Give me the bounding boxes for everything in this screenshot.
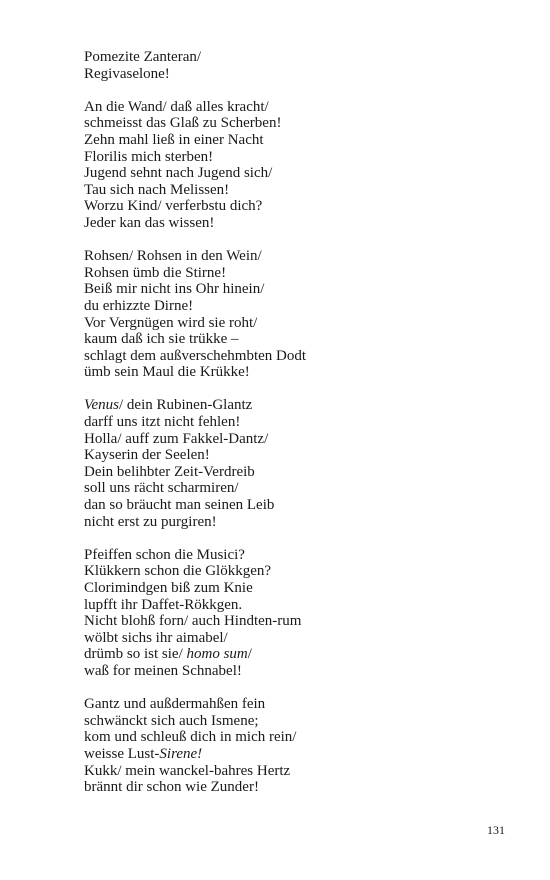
line-text: Tau sich nach Melissen! — [84, 181, 230, 198]
line-text: Gantz und außdermahßen fein — [84, 696, 266, 713]
poem-line — [84, 646, 504, 663]
line-text: Kayserin der Seelen! — [84, 447, 210, 464]
poem-line — [84, 414, 504, 431]
stanza — [84, 547, 504, 680]
line-text: Klükkern schon die Glökkgen? — [84, 563, 272, 580]
poem-line — [84, 696, 504, 713]
line-text: du erhizzte Dirne! — [84, 297, 194, 314]
line-text: Clorimindgen biß zum Knie — [84, 580, 253, 596]
poem-line — [84, 630, 504, 647]
line-text: darff uns itzt nicht fehlen! — [84, 414, 241, 431]
stanza — [84, 49, 504, 82]
line-text: drümb so ist sie/ — [84, 646, 187, 663]
line-text: soll uns rächt scharmiren/ — [84, 480, 239, 497]
poem-line — [84, 49, 504, 66]
line-text: weisse Lust- — [84, 745, 160, 762]
poem-line — [84, 149, 504, 166]
line-text: Florilis mich sterben! — [84, 148, 214, 165]
line-text: schwänckt sich auch Ismene; — [84, 712, 259, 729]
line-text: Rohsen/ Rohsen in den Wein/ — [84, 248, 262, 265]
line-text: Nicht blohß forn/ auch Hindten-rum — [84, 613, 302, 630]
poem-line — [84, 298, 504, 315]
stanza — [84, 99, 504, 232]
poem-line — [84, 248, 504, 265]
poem-line — [84, 763, 504, 780]
line-text: waß for meinen Schnabel! — [84, 662, 242, 679]
poem-line — [84, 464, 504, 481]
italic-text: Sirene! — [159, 745, 203, 762]
italic-text: homo sum — [186, 646, 248, 663]
poem-line — [84, 597, 504, 614]
stanza — [84, 397, 504, 530]
poem-line — [84, 99, 504, 116]
poem-line — [84, 315, 504, 332]
poem-line — [84, 397, 504, 414]
poem-line — [84, 66, 504, 83]
poem-line — [84, 480, 504, 497]
poem-line — [84, 132, 504, 149]
poem-line — [84, 364, 504, 381]
line-text: wölbt sichs ihr aimabel/ — [84, 629, 228, 646]
poem-line — [84, 779, 504, 796]
line-text: Jeder kan das wissen! — [84, 214, 215, 231]
line-text: Worzu Kind/ verferbstu dich? — [84, 198, 263, 215]
poem-line — [84, 265, 504, 282]
poem-line — [84, 580, 504, 597]
line-text: ümb sein Maul die Krükke! — [84, 364, 250, 381]
line-text: nicht erst zu purgiren! — [84, 513, 217, 530]
line-text: Rohsen ümb die Stirne! — [84, 264, 227, 281]
poem-line — [84, 447, 504, 464]
poem-line — [84, 431, 504, 448]
line-text: Jugend sehnt nach Jugend sich/ — [84, 165, 273, 182]
line-text: / dein Rubinen-Glantz — [119, 397, 253, 414]
line-text: kaum daß ich sie trükke – — [84, 331, 239, 348]
line-text: Pomezite Zanteran/ — [84, 49, 202, 65]
poem-line — [84, 198, 504, 215]
line-text: schmeisst das Glaß zu Scherben! — [84, 115, 282, 132]
poem-line — [84, 713, 504, 730]
poem-line — [84, 497, 504, 514]
line-text: / — [247, 646, 252, 663]
poem-line — [84, 663, 504, 680]
line-text: kom und schleuß dich in mich rein/ — [84, 729, 297, 746]
line-text: schlagt dem außverschehmbten Dodt — [84, 347, 307, 364]
poem-line — [84, 514, 504, 531]
line-text: Vor Vergnügen wird sie roht/ — [84, 314, 258, 331]
line-text: brännt dir schon wie Zunder! — [84, 779, 259, 796]
line-text: Kukk/ mein wanckel-bahres Hertz — [84, 762, 291, 779]
italic-text: Venus — [84, 397, 119, 414]
poem-line — [84, 563, 504, 580]
line-text: Dein belihbter Zeit-Verdreib — [84, 463, 255, 480]
line-text: Zehn mahl ließ in einer Nacht — [84, 131, 264, 148]
line-text: Regivaselone! — [84, 65, 170, 82]
poem-text — [84, 49, 504, 812]
stanza — [84, 696, 504, 796]
poem-line — [84, 746, 504, 763]
poem-line — [84, 281, 504, 298]
line-text: Holla/ auff zum Fakkel-Dantz/ — [84, 430, 269, 447]
poem-line — [84, 331, 504, 348]
poem-line — [84, 547, 504, 564]
poem-line — [84, 348, 504, 365]
line-text: dan so bräucht man seinen Leib — [84, 497, 275, 514]
line-text: Beiß mir nicht ins Ohr hinein/ — [84, 281, 265, 298]
page-number: 131 — [487, 823, 505, 837]
poem-line — [84, 215, 504, 232]
poem-line — [84, 729, 504, 746]
stanza — [84, 248, 504, 381]
poem-line — [84, 115, 504, 132]
line-text: An die Wand/ daß alles kracht/ — [84, 98, 269, 115]
poem-line — [84, 165, 504, 182]
line-text: Pfeiffen schon die Musici? — [84, 546, 245, 563]
line-text: lupfft ihr Daffet-Rökkgen. — [84, 596, 243, 613]
poem-line — [84, 182, 504, 199]
poem-line — [84, 613, 504, 630]
